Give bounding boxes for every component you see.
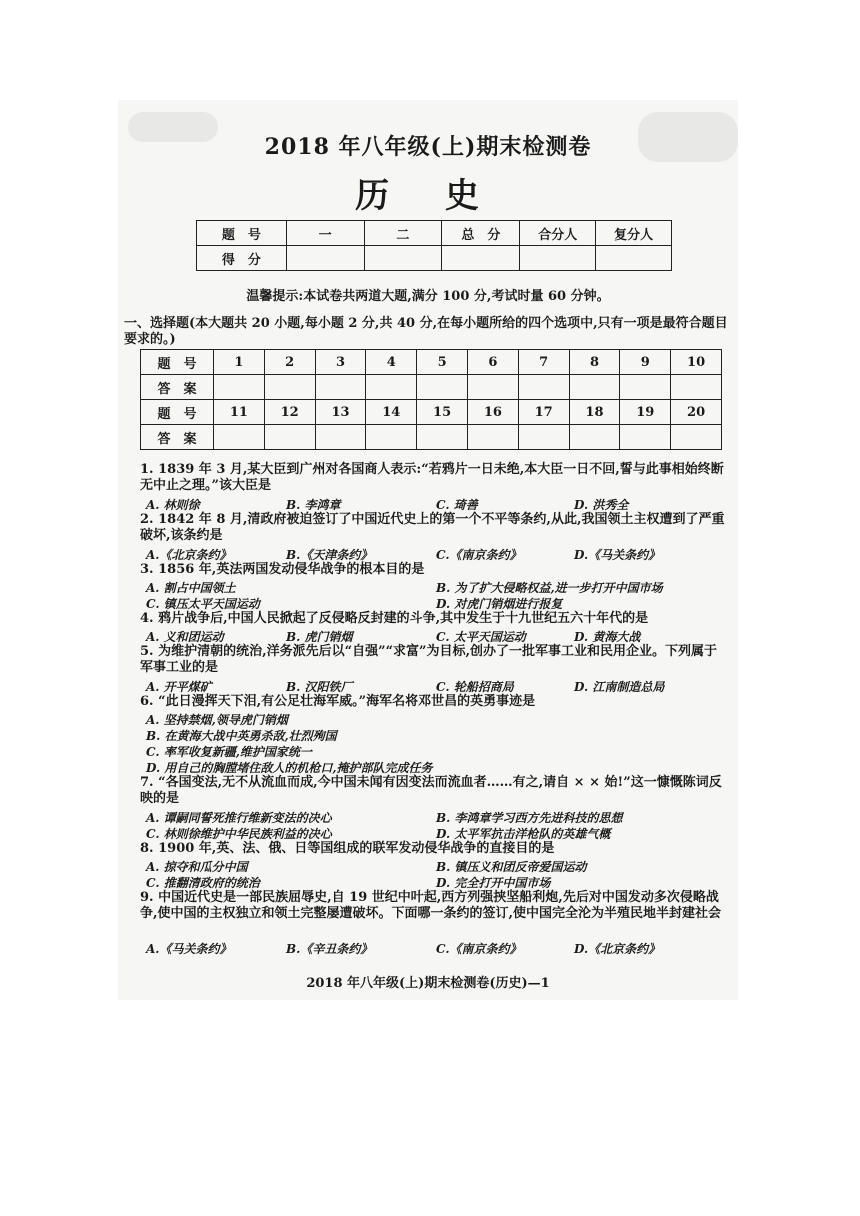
answer-blank[interactable] [671,375,722,400]
answer-num: 17 [518,400,569,425]
question-6-option-d[interactable]: D. 用自己的胸膛堵住敌人的机枪口,掩护部队完成任务 [146,761,433,775]
answer-label: 答 案 [141,425,214,450]
question-1-option-a[interactable]: A. 林则徐 [146,498,200,512]
answer-label: 题 号 [141,350,214,375]
answer-blank[interactable] [264,375,315,400]
answer-blank-row [141,425,722,450]
score-cell: 复分人 [596,221,672,246]
question-8-option-c[interactable]: C. 推翻清政府的统治 [146,876,260,890]
question-3-stem: 3. 1856 年,英法两国发动侵华战争的根本目的是 [140,562,425,577]
answer-num: 19 [620,400,671,425]
exam-subject: 历 史 [355,176,501,216]
answer-num: 3 [315,350,366,375]
question-7-stem: 7. “各国变法,无不从流血而成,今中国未闻有因变法而流血者……有之,请自 × × 始!”这一慷慨陈词反映的是 [140,775,722,806]
answer-num: 13 [315,400,366,425]
exam-title: 2018 年八年级(上)期末检测卷 [264,134,592,160]
question-4-option-a[interactable]: A. 义和团运动 [146,630,224,644]
question-9-stem: 9. 中国近代史是一部民族屈辱史,自 19 世纪中叶起,西方列强挟坚船利炮,先后对中国发动多次侵略战争,使中国的主权独立和领土完整屡遭破坏。下面哪一条约的签订,使中国完全沦为半殖民地半封建社会 [140,890,722,921]
answer-number-row [141,350,722,375]
question-8-stem: 8. 1900 年,英、法、俄、日等国组成的联军发动侵华战争的直接目的是 [140,841,555,856]
question-2-stem: 2. 1842 年 8 月,清政府被迫签订了中国近代史上的第一个不平等条约,从此,我国领土主权遭到了严重破坏,该条约是 [140,512,725,543]
answer-num: 11 [214,400,265,425]
answer-num: 5 [417,350,468,375]
answer-num: 8 [569,350,620,375]
score-blank[interactable] [442,246,520,271]
answer-num: 7 [518,350,569,375]
question-6-stem: 6. “此日漫挥天下泪,有公足壮海军威。”海军名将邓世昌的英勇事迹是 [140,694,536,709]
question-8-option-b[interactable]: B. 镇压义和团反帝爱国运动 [436,860,587,874]
score-blank[interactable] [596,246,672,271]
answer-blank[interactable] [214,425,265,450]
answer-blank[interactable] [417,425,468,450]
question-1-stem: 1. 1839 年 3 月,某大臣到广州对各国商人表示:“若鸦片一日未绝,本大臣一日不回,誓与此事相始终断无中止之理。”该大臣是 [140,462,724,493]
exam-tip: 温馨提示:本试卷共两道大题,满分 100 分,考试时量 60 分钟。 [246,289,610,304]
answer-blank[interactable] [366,375,417,400]
question-3-option-c[interactable]: C. 镇压太平天国运动 [146,597,260,611]
answer-num: 14 [366,400,417,425]
question-4-option-c[interactable]: C. 太平天国运动 [436,630,526,644]
answer-blank[interactable] [264,425,315,450]
question-9-option-b[interactable]: B.《辛丑条约》 [286,942,373,956]
question-7-option-a[interactable]: A. 谭嗣同誓死推行维新变法的决心 [146,811,332,825]
question-3-option-a[interactable]: A. 割占中国领土 [146,581,236,595]
page-footer: 2018 年八年级(上)期末检测卷(历史)—1 [306,976,550,991]
answer-blank[interactable] [671,425,722,450]
answer-num: 18 [569,400,620,425]
question-1-option-b[interactable]: B. 李鸿章 [286,498,341,512]
question-4-option-b[interactable]: B. 虎门销烟 [286,630,353,644]
answer-num: 12 [264,400,315,425]
answer-blank[interactable] [315,425,366,450]
answer-num: 6 [467,350,518,375]
question-7-option-d[interactable]: D. 太平军抗击洋枪队的英雄气概 [436,827,611,841]
answer-blank[interactable] [620,375,671,400]
score-cell: 总 分 [442,221,520,246]
question-1-option-c[interactable]: C. 琦善 [436,498,478,512]
answer-blank[interactable] [518,375,569,400]
question-3-option-b[interactable]: B. 为了扩大侵略权益,进一步打开中国市场 [436,581,663,595]
answer-num: 1 [214,350,265,375]
question-5-option-c[interactable]: C. 轮船招商局 [436,680,514,694]
answer-num: 2 [264,350,315,375]
answer-num: 16 [467,400,518,425]
score-blank[interactable] [286,246,364,271]
question-3-option-d[interactable]: D. 对虎门销烟进行报复 [436,597,563,611]
question-5-stem: 5. 为维护清朝的统治,洋务派先后以“自强”“求富”为目标,创办了一批军事工业和民用企业。下列属于军事工业的是 [140,644,718,675]
question-4-stem: 4. 鸦片战争后,中国人民掀起了反侵略反封建的斗争,其中发生于十九世纪五六十年代的是 [140,611,649,626]
question-9-option-c[interactable]: C.《南京条约》 [436,942,522,956]
question-4-option-d[interactable]: D. 黄海大战 [574,630,641,644]
score-cell: 合分人 [520,221,596,246]
question-6-option-a[interactable]: A. 坚持禁烟,领导虎门销烟 [146,713,288,727]
answer-blank[interactable] [467,375,518,400]
question-7-option-b[interactable]: B. 李鸿章学习西方先进科技的思想 [436,811,623,825]
score-cell: 二 [364,221,442,246]
score-cell: 题 号 [197,221,287,246]
score-table-score-row [197,246,672,271]
answer-num: 9 [620,350,671,375]
answer-blank[interactable] [518,425,569,450]
answer-blank[interactable] [366,425,417,450]
question-7-option-c[interactable]: C. 林则徐维护中华民族利益的决心 [146,827,332,841]
answer-num: 15 [417,400,468,425]
question-2-option-b[interactable]: B.《天津条约》 [286,548,373,562]
answer-blank[interactable] [569,375,620,400]
question-8-option-a[interactable]: A. 掠夺和瓜分中国 [146,860,248,874]
answer-num: 4 [366,350,417,375]
answer-blank[interactable] [467,425,518,450]
score-table [196,220,672,271]
question-6-option-c[interactable]: C. 率军收复新疆,维护国家统一 [146,745,312,759]
question-2-option-c[interactable]: C.《南京条约》 [436,548,522,562]
score-cell: 得 分 [197,246,287,271]
answer-blank[interactable] [620,425,671,450]
answer-blank[interactable] [417,375,468,400]
question-1-option-d[interactable]: D. 洪秀全 [574,498,629,512]
score-blank[interactable] [520,246,596,271]
answer-table [140,349,722,450]
question-6-option-b[interactable]: B. 在黄海大战中英勇杀敌,壮烈殉国 [146,729,337,743]
question-8-option-d[interactable]: D. 完全打开中国市场 [436,876,551,890]
question-5-option-d[interactable]: D. 江南制造总局 [574,680,665,694]
score-blank[interactable] [364,246,442,271]
question-9-option-d[interactable]: D.《北京条约》 [574,942,661,956]
answer-blank-row [141,375,722,400]
section-heading: 一、选择题(本大题共 20 小题,每小题 2 分,共 40 分,在每小题所给的四个选项中,只有一项是最符合题目要求的。) [124,316,728,347]
question-2-option-a[interactable]: A.《北京条约》 [146,548,232,562]
answer-num: 10 [671,350,722,375]
answer-blank[interactable] [569,425,620,450]
score-cell: 一 [286,221,364,246]
answer-blank[interactable] [214,375,265,400]
answer-num: 20 [671,400,722,425]
score-table-header-row [197,221,672,246]
question-2-option-d[interactable]: D.《马关条约》 [574,548,661,562]
question-5-option-b[interactable]: B. 汉阳铁厂 [286,680,353,694]
question-5-option-a[interactable]: A. 开平煤矿 [146,680,212,694]
answer-label: 题 号 [141,400,214,425]
answer-label: 答 案 [141,375,214,400]
exam-page [118,100,738,1000]
question-9-option-a[interactable]: A.《马关条约》 [146,942,232,956]
answer-number-row [141,400,722,425]
answer-blank[interactable] [315,375,366,400]
